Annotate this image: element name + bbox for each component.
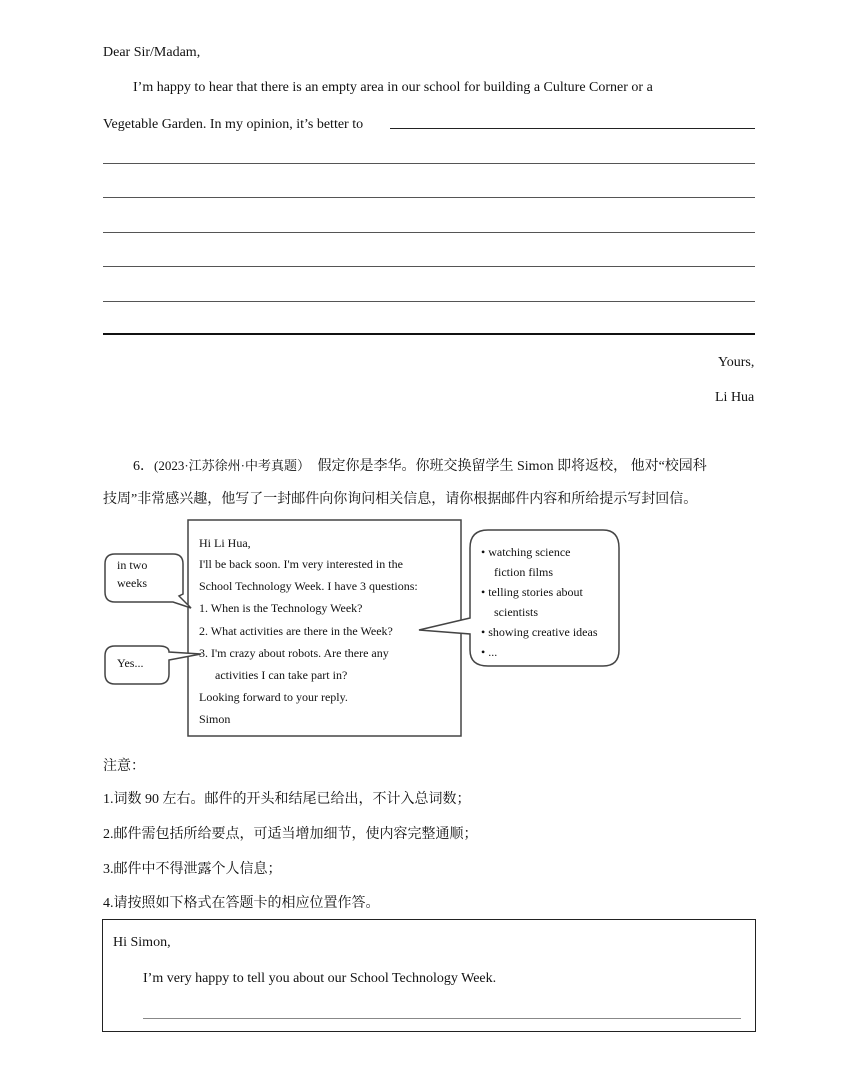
answer-line-2[interactable] [103, 197, 755, 198]
bubble-left-top-line-1: in two [117, 558, 148, 572]
answer-line-5[interactable] [103, 301, 755, 302]
letter-salutation: Dear Sir/Madam, [103, 45, 201, 60]
letter-signature: Li Hua [715, 390, 755, 405]
email-line-9: Simon [199, 712, 231, 726]
answer-first-line: I’m very happy to tell you about our School Technology Week. [143, 971, 497, 986]
answer-box-line[interactable] [143, 1018, 741, 1019]
bubble-right-item-1: watching science [488, 545, 571, 559]
bubble-right-cont-2: scientists [494, 605, 538, 619]
note-item-4: 4.请按照如下格式在答题卡的相应位置作答。 [103, 896, 380, 911]
letter-closing: Yours, [718, 355, 755, 370]
answer-blank-inline[interactable] [390, 128, 755, 129]
letter-line-2: Vegetable Garden. In my opinion, it’s better to [103, 117, 364, 132]
bubble-right-bullet-3: • showing creative ideas [481, 625, 598, 639]
bubble-right-bullet-1: • watching science [481, 545, 571, 559]
bubble-right-bullet-4: • ... [481, 645, 498, 659]
email-line-2: I'll be back soon. I'm very interested in the [199, 557, 403, 571]
letter-line-1: I’m happy to hear that there is an empty area in our school for building a Culture Corner or a [133, 80, 653, 95]
note-item-3: 3.邮件中不得泄露个人信息； [103, 862, 282, 877]
answer-line-1[interactable] [103, 163, 755, 164]
note-item-1: 1.词数 90 左右。邮件的开头和结尾已给出，不计入总词数； [103, 792, 471, 807]
bubble-left-bottom-text: Yes... [117, 656, 144, 670]
email-line-5: 2. What activities are there in the Week? [199, 624, 393, 638]
bubble-right-bullet-2: • telling stories about [481, 585, 583, 599]
bubble-right-item-2: telling stories about [488, 585, 583, 599]
question-prompt-line-1 [133, 457, 707, 476]
bubble-right-item-4: ... [488, 645, 498, 659]
question-prompt-text-1: 假定你是李华。你班交换留学生 Simon 即将返校， 他对“校园科 [317, 459, 707, 474]
answer-line-6[interactable] [103, 333, 755, 335]
email-line-1: Hi Li Hua, [199, 536, 251, 550]
question-number: 6． [133, 459, 154, 474]
email-line-3: School Technology Week. I have 3 questions: [199, 579, 418, 593]
answer-salutation: Hi Simon, [113, 935, 171, 950]
email-figure [103, 518, 623, 740]
email-line-7: activities I can take part in? [215, 668, 348, 682]
bubble-right-cont-1: fiction films [494, 565, 553, 579]
bubble-left-top-line-2: weeks [117, 576, 147, 590]
answer-line-4[interactable] [103, 266, 755, 267]
email-line-6: 3. I'm crazy about robots. Are there any [199, 646, 389, 660]
note-item-2: 2.邮件需包括所给要点，可适当增加细节，使内容完整通顺； [103, 827, 478, 842]
email-line-8: Looking forward to your reply. [199, 690, 348, 704]
question-source: (2023·江苏徐州·中考真题） [154, 458, 304, 473]
question-prompt-line-2: 技周”非常感兴趣，他写了一封邮件向你询问相关信息，请你根据邮件内容和所给提示写封回信。 [103, 492, 698, 507]
answer-line-3[interactable] [103, 232, 755, 233]
email-line-4: 1. When is the Technology Week? [199, 601, 363, 615]
bubble-right-item-3: showing creative ideas [488, 625, 598, 639]
notes-heading: 注意： [103, 759, 145, 774]
